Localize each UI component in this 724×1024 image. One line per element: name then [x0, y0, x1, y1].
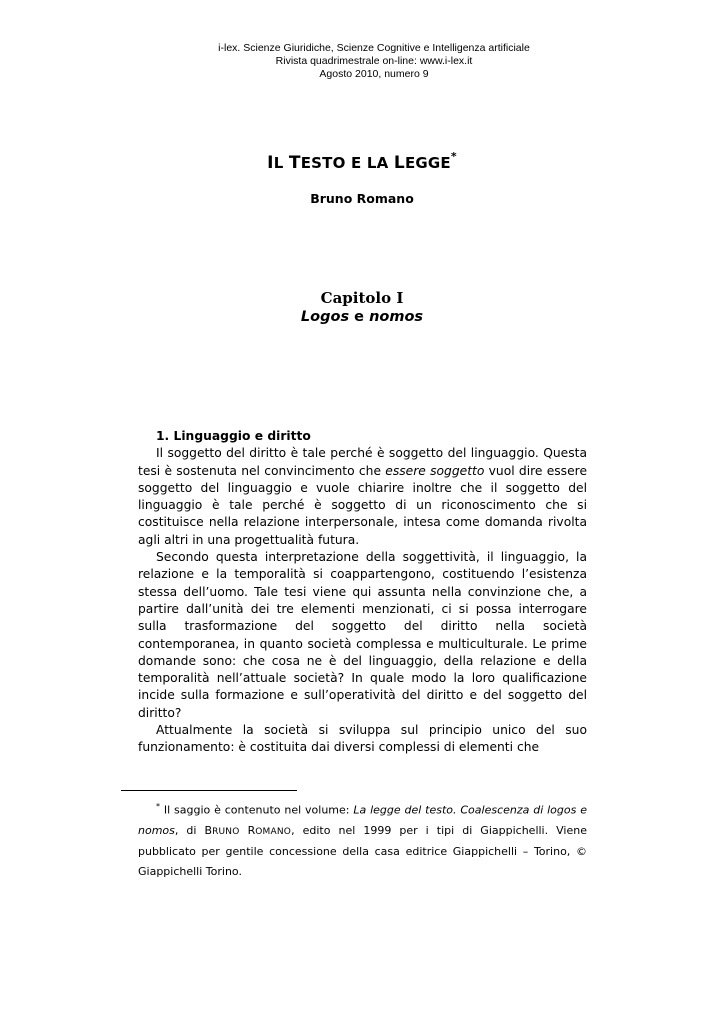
header-line-issue: Agosto 2010, numero 9: [319, 68, 429, 80]
footnote-author-part: RUNO: [212, 826, 240, 837]
footnote-author-initial: B: [204, 823, 213, 837]
title-part: ESTO: [300, 154, 346, 172]
journal-header: [0, 42, 724, 81]
chapter-number: Capitolo I: [320, 289, 404, 307]
footnote-part: Il saggio è contenuto nel volume:: [160, 803, 354, 817]
section-heading: 1. Linguaggio e diritto: [156, 429, 311, 443]
body-text: [138, 428, 587, 757]
author-name: Bruno Romano: [310, 191, 414, 206]
footnote-text: [138, 797, 587, 882]
title-part: LA: [366, 154, 389, 172]
footnote-author-part: OMANO: [255, 826, 292, 837]
paragraph-3: Attualmente la società si sviluppa sul principio unico del suo funzionamento: è costituita dai diversi complessi di elementi che: [138, 723, 587, 755]
title-part: EGGE: [404, 154, 451, 172]
title-part: L: [273, 154, 284, 172]
chapter-subtitle-nomos: nomos: [369, 309, 424, 325]
title-footnote-mark: *: [450, 150, 457, 163]
footnote: [138, 797, 587, 882]
paragraph-2: Secondo questa interpretazione della soggettività, il linguaggio, la relazione e la temporalità si coappartengono, costituendo l’esistenza stessa dell’uomo. Tale tesi viene qui assunta nella convinzione che, a partire dall’unità dei tre elementi menzionati, ci si possa interrogare sulla trasformazione del soggetto del diritto nella società contemporanea, in quanto società complessa e multiculturale. Le prime domande sono: che cosa ne è del linguaggio, della relazione e della temporalità nell’attuale società? In quale modo la loro qualificazione incide sulla formazione e sull’operatività del diritto e del soggetto del diritto?: [138, 550, 587, 720]
footnote-part: , di: [174, 823, 205, 837]
footnote-author-initial: R: [247, 823, 256, 837]
paragraph-text: vuol dire essere soggetto del linguaggio e vuole chiarire inoltre che il soggetto del linguaggio è tale perché è soggetto di un riconoscimento che si costituisce nella relazione interpersonale, intesa come domanda rivolta agli altri in una progettualità futura.: [138, 463, 588, 547]
title-initial: T: [288, 153, 301, 173]
footnote-mark: *: [156, 802, 160, 811]
footnote-separator: [121, 790, 297, 791]
footnote-part: , edito nel 1999 per i tipi di Giappichelli. Viene pubblicato per gentile concessione della casa editrice Giappichelli – Torino, © Giappichelli Torino.: [138, 823, 587, 878]
chapter-heading: [0, 289, 724, 327]
title-initial: I: [267, 153, 274, 173]
paragraph-text: Il soggetto del diritto è tale perché è soggetto del linguaggio. Questa tesi è sostenuta nel convincimento che: [138, 446, 587, 478]
paragraph-emphasis: essere soggetto: [385, 463, 485, 478]
title-initial: L: [393, 153, 405, 173]
header-line-website: Rivista quadrimestrale on-line: www.i-lex.it: [275, 55, 473, 67]
footnote-book-title: La legge del testo. Coalescenza di logos e nomos: [138, 803, 587, 837]
header-line-journal: i-lex. Scienze Giuridiche, Scienze Cognitive e Intelligenza artificiale: [218, 42, 530, 54]
chapter-subtitle-logos: Logos: [300, 309, 350, 325]
paragraph-1: [138, 445, 587, 549]
chapter-subtitle-conj: e: [354, 309, 365, 325]
chapter-subtitle: [0, 308, 724, 327]
article-title: [0, 152, 724, 173]
title-part: E: [350, 154, 362, 172]
